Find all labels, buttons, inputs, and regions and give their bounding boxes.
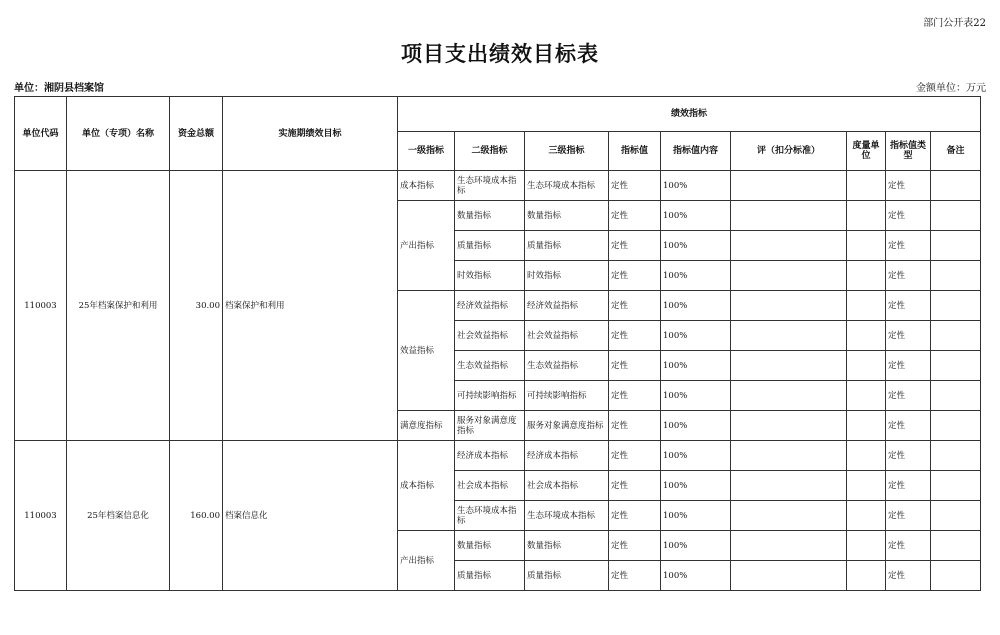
measure-unit-cell <box>847 171 886 201</box>
value-content-cell: 100% <box>661 501 731 531</box>
value-content-cell: 100% <box>661 441 731 471</box>
measure-unit-cell <box>847 561 886 591</box>
header-level3: 三级指标 <box>525 132 609 171</box>
measure-unit-cell <box>847 291 886 321</box>
table-row <box>15 171 981 201</box>
total-funds-cell: 30.00 <box>170 171 223 441</box>
value-content-cell: 100% <box>661 171 731 201</box>
remark-cell <box>931 561 981 591</box>
indicator-value-cell: 定性 <box>609 471 661 501</box>
goal-cell: 档案保护和利用 <box>223 171 398 441</box>
page-label: 部门公开表22 <box>923 18 986 29</box>
value-type-cell: 定性 <box>886 441 931 471</box>
indicator-value-cell: 定性 <box>609 351 661 381</box>
remark-cell <box>931 441 981 471</box>
level2-cell: 时效指标 <box>455 261 525 291</box>
header-project-name: 单位（专项）名称 <box>67 97 170 171</box>
indicator-value-cell: 定性 <box>609 231 661 261</box>
goal-cell: 档案信息化 <box>223 441 398 591</box>
value-type-cell: 定性 <box>886 471 931 501</box>
level3-cell: 数量指标 <box>525 201 609 231</box>
indicator-value-cell: 定性 <box>609 201 661 231</box>
indicator-value-cell: 定性 <box>609 561 661 591</box>
measure-unit-cell <box>847 381 886 411</box>
evaluation-cell <box>731 291 847 321</box>
remark-cell <box>931 261 981 291</box>
indicator-value-cell: 定性 <box>609 171 661 201</box>
remark-cell <box>931 501 981 531</box>
table-body <box>15 171 981 591</box>
evaluation-cell <box>731 411 847 441</box>
remark-cell <box>931 321 981 351</box>
value-content-cell: 100% <box>661 321 731 351</box>
measure-unit-cell <box>847 201 886 231</box>
project-name-cell: 25年档案信息化 <box>67 441 170 591</box>
value-content-cell: 100% <box>661 561 731 591</box>
remark-cell <box>931 351 981 381</box>
level3-cell: 可持续影响指标 <box>525 381 609 411</box>
evaluation-cell <box>731 561 847 591</box>
level1-cell: 效益指标 <box>398 291 455 411</box>
header-remark: 备注 <box>931 132 981 171</box>
value-content-cell: 100% <box>661 351 731 381</box>
remark-cell <box>931 171 981 201</box>
value-type-cell: 定性 <box>886 291 931 321</box>
header-goal: 实施期绩效目标 <box>223 97 398 171</box>
total-funds-cell: 160.00 <box>170 441 223 591</box>
level2-cell: 服务对象满意度指标 <box>455 411 525 441</box>
project-name-cell: 25年档案保护和利用 <box>67 171 170 441</box>
remark-cell <box>931 381 981 411</box>
indicator-value-cell: 定性 <box>609 321 661 351</box>
value-content-cell: 100% <box>661 261 731 291</box>
performance-table <box>14 96 981 591</box>
level2-cell: 社会成本指标 <box>455 471 525 501</box>
remark-cell <box>931 201 981 231</box>
evaluation-cell <box>731 441 847 471</box>
table-row <box>15 441 981 471</box>
value-content-cell: 100% <box>661 471 731 501</box>
value-type-cell: 定性 <box>886 261 931 291</box>
remark-cell <box>931 291 981 321</box>
level1-cell: 产出指标 <box>398 201 455 291</box>
level2-cell: 质量指标 <box>455 561 525 591</box>
level3-cell: 生态环境成本指标 <box>525 171 609 201</box>
evaluation-cell <box>731 171 847 201</box>
header-level2: 二级指标 <box>455 132 525 171</box>
level2-cell: 数量指标 <box>455 531 525 561</box>
indicator-value-cell: 定性 <box>609 291 661 321</box>
indicator-value-cell: 定性 <box>609 381 661 411</box>
header-unit-code: 单位代码 <box>15 97 67 171</box>
level1-cell: 产出指标 <box>398 531 455 591</box>
measure-unit-cell <box>847 321 886 351</box>
indicator-value-cell: 定性 <box>609 531 661 561</box>
header-measure-unit: 度量单位 <box>847 132 886 171</box>
level3-cell: 质量指标 <box>525 231 609 261</box>
measure-unit-cell <box>847 231 886 261</box>
value-type-cell: 定性 <box>886 411 931 441</box>
value-type-cell: 定性 <box>886 501 931 531</box>
level2-cell: 生态环境成本指标 <box>455 501 525 531</box>
remark-cell <box>931 531 981 561</box>
level2-cell: 数量指标 <box>455 201 525 231</box>
level2-cell: 经济效益指标 <box>455 291 525 321</box>
level3-cell: 质量指标 <box>525 561 609 591</box>
level1-cell: 成本指标 <box>398 171 455 201</box>
evaluation-cell <box>731 321 847 351</box>
level3-cell: 生态环境成本指标 <box>525 501 609 531</box>
measure-unit-cell <box>847 501 886 531</box>
evaluation-cell <box>731 261 847 291</box>
level2-cell: 质量指标 <box>455 231 525 261</box>
level1-cell: 成本指标 <box>398 441 455 531</box>
value-type-cell: 定性 <box>886 531 931 561</box>
header-value-content: 指标值内容 <box>661 132 731 171</box>
page-title: 项目支出绩效目标表 <box>401 42 599 66</box>
unit-code-cell: 110003 <box>15 171 67 441</box>
value-content-cell: 100% <box>661 291 731 321</box>
value-content-cell: 100% <box>661 531 731 561</box>
level2-cell: 可持续影响指标 <box>455 381 525 411</box>
value-type-cell: 定性 <box>886 201 931 231</box>
level2-cell: 生态效益指标 <box>455 351 525 381</box>
level3-cell: 生态效益指标 <box>525 351 609 381</box>
amount-unit-label: 金额单位：万元 <box>916 83 986 94</box>
evaluation-cell <box>731 501 847 531</box>
evaluation-cell <box>731 381 847 411</box>
value-type-cell: 定性 <box>886 381 931 411</box>
evaluation-cell <box>731 351 847 381</box>
value-type-cell: 定性 <box>886 171 931 201</box>
value-content-cell: 100% <box>661 381 731 411</box>
header-level1: 一级指标 <box>398 132 455 171</box>
evaluation-cell <box>731 471 847 501</box>
level3-cell: 经济效益指标 <box>525 291 609 321</box>
indicator-value-cell: 定性 <box>609 501 661 531</box>
value-content-cell: 100% <box>661 231 731 261</box>
level3-cell: 社会效益指标 <box>525 321 609 351</box>
level2-cell: 经济成本指标 <box>455 441 525 471</box>
unit-label: 单位：湘阴县档案馆 <box>14 83 104 94</box>
evaluation-cell <box>731 201 847 231</box>
value-type-cell: 定性 <box>886 561 931 591</box>
header-perf-indicators: 绩效指标 <box>398 97 981 132</box>
header-evaluation: 评（扣分标准） <box>731 132 847 171</box>
indicator-value-cell: 定性 <box>609 411 661 441</box>
indicator-value-cell: 定性 <box>609 441 661 471</box>
level1-cell: 满意度指标 <box>398 411 455 441</box>
remark-cell <box>931 411 981 441</box>
measure-unit-cell <box>847 261 886 291</box>
level3-cell: 社会成本指标 <box>525 471 609 501</box>
header-total-funds: 资金总额 <box>170 97 223 171</box>
measure-unit-cell <box>847 441 886 471</box>
level2-cell: 社会效益指标 <box>455 321 525 351</box>
value-type-cell: 定性 <box>886 321 931 351</box>
level3-cell: 数量指标 <box>525 531 609 561</box>
value-content-cell: 100% <box>661 411 731 441</box>
remark-cell <box>931 231 981 261</box>
value-type-cell: 定性 <box>886 351 931 381</box>
measure-unit-cell <box>847 351 886 381</box>
level3-cell: 服务对象满意度指标 <box>525 411 609 441</box>
level3-cell: 经济成本指标 <box>525 441 609 471</box>
evaluation-cell <box>731 231 847 261</box>
header-value-type: 指标值类型 <box>886 132 931 171</box>
evaluation-cell <box>731 531 847 561</box>
level2-cell: 生态环境成本指标 <box>455 171 525 201</box>
value-content-cell: 100% <box>661 201 731 231</box>
value-type-cell: 定性 <box>886 231 931 261</box>
remark-cell <box>931 471 981 501</box>
measure-unit-cell <box>847 411 886 441</box>
header-indicator-value: 指标值 <box>609 132 661 171</box>
unit-code-cell: 110003 <box>15 441 67 591</box>
measure-unit-cell <box>847 471 886 501</box>
indicator-value-cell: 定性 <box>609 261 661 291</box>
level3-cell: 时效指标 <box>525 261 609 291</box>
measure-unit-cell <box>847 531 886 561</box>
